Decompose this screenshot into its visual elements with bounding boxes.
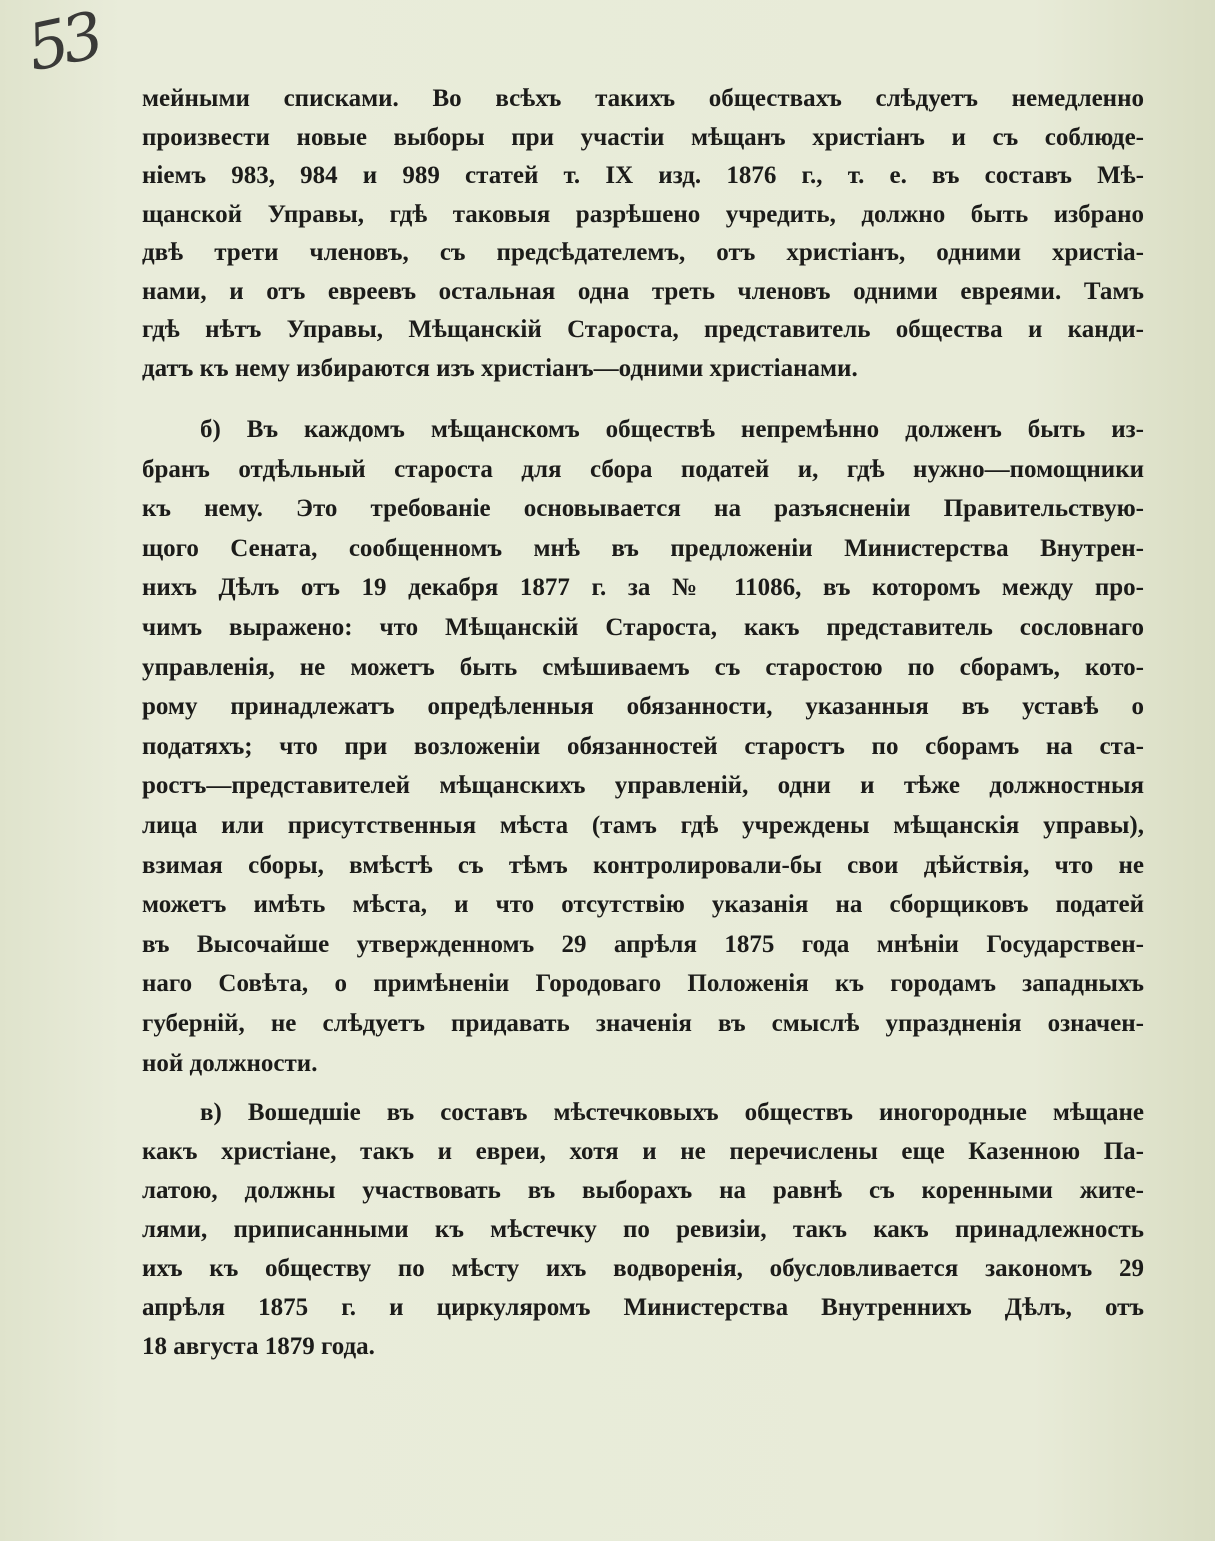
text-line: щанской Управы, гдѣ таковыя разрѣшено учредить, должно быть избрано: [142, 200, 1144, 228]
text-line: бранъ отдѣльный староста для сбора податей и, гдѣ нужно—помощники: [142, 455, 1144, 483]
text-line: податяхъ; что при возложеніи обязанностей старостъ по сборамъ на ста-: [142, 732, 1144, 760]
text-line: чимъ выражено: что Мѣщанскій Староста, какъ представитель сословнаго: [142, 613, 1144, 641]
paragraph-continuation: [142, 80, 1144, 388]
text-line: наго Совѣта, о примѣненіи Городоваго Положенія къ городамъ западныхъ: [142, 970, 1144, 998]
text-line: мейными списками. Во всѣхъ такихъ обществахъ слѣдуетъ немедленно: [142, 85, 1144, 112]
text-line: ихъ къ обществу по мѣсту ихъ водворенія, обусловливается закономъ 29: [142, 1255, 1144, 1282]
text-line: взимая сборы, вмѣстѣ съ тѣмъ контролировали-бы свои дѣйствія, что не: [142, 851, 1144, 879]
text-line: произвести новые выборы при участіи мѣщанъ христіанъ и съ соблюде-: [142, 123, 1144, 151]
text-line: можетъ имѣть мѣста, и что отсутствію указанія на сборщиковъ податей: [142, 891, 1144, 919]
text-line: управленія, не можетъ быть смѣшиваемъ съ старостою по сборамъ, кото-: [142, 653, 1144, 681]
text-line: ной должности.: [142, 1049, 318, 1077]
text-line: апрѣля 1875 г. и циркуляромъ Министерства Внутреннихъ Дѣлъ, отъ: [142, 1294, 1144, 1321]
text-line: къ нему. Это требованіе основывается на разъясненіи Правительствую-: [142, 495, 1144, 523]
text-line: лями, приписанными къ мѣстечку по ревизіи, такъ какъ принадлежность: [142, 1216, 1144, 1243]
text-line: в) Вошедшіе въ составъ мѣстечковыхъ обществъ иногородные мѣщане: [200, 1099, 1144, 1126]
text-line: гдѣ нѣтъ Управы, Мѣщанскій Староста, представитель общества и канди-: [142, 316, 1144, 343]
text-line: рому принадлежатъ опредѣленныя обязанности, указанныя въ уставѣ о: [142, 693, 1144, 721]
text-line: какъ христіане, такъ и евреи, хотя и не перечислены еще Казенною Па-: [142, 1138, 1144, 1165]
text-line: датъ къ нему избираются изъ христіанъ—одними христіанами.: [142, 354, 858, 382]
handwritten-page-number: 53: [21, 0, 105, 87]
text-line: нихъ Дѣлъ отъ 19 декабря 1877 г. за № 11086, въ которомъ между про-: [142, 574, 1144, 602]
text-line: щого Сената, сообщенномъ мнѣ въ предложеніи Министерства Внутрен-: [142, 534, 1144, 562]
text-line: ростъ—представителей мѣщанскихъ управленій, одни и тѣже должностныя: [142, 772, 1144, 800]
text-line: нами, и отъ евреевъ остальная одна треть членовъ одними евреями. Тамъ: [142, 277, 1144, 305]
text-line: б) Въ каждомъ мѣщанскомъ обществѣ непремѣнно долженъ быть из-: [200, 416, 1144, 443]
text-line: лица или присутственныя мѣста (тамъ гдѣ учреждены мѣщанскія управы),: [142, 811, 1144, 839]
paragraph-b: [142, 410, 1144, 1083]
text-line: ніемъ 983, 984 и 989 статей т. IX изд. 1876 г., т. е. въ составъ Мѣ-: [142, 162, 1144, 189]
text-line: двѣ трети членовъ, съ предсѣдателемъ, отъ христіанъ, одними христіа-: [142, 239, 1144, 266]
text-line: латою, должны участвовать въ выборахъ на равнѣ съ коренными жите-: [142, 1177, 1144, 1204]
text-line: 18 августа 1879 года.: [142, 1333, 375, 1360]
text-line: губерній, не слѣдуетъ придавать значенія въ смыслѣ упраздненія означен-: [142, 1009, 1144, 1037]
paragraph-v: [142, 1093, 1144, 1366]
text-line: въ Высочайше утвержденномъ 29 апрѣля 1875 года мнѣніи Государствен-: [142, 930, 1144, 958]
